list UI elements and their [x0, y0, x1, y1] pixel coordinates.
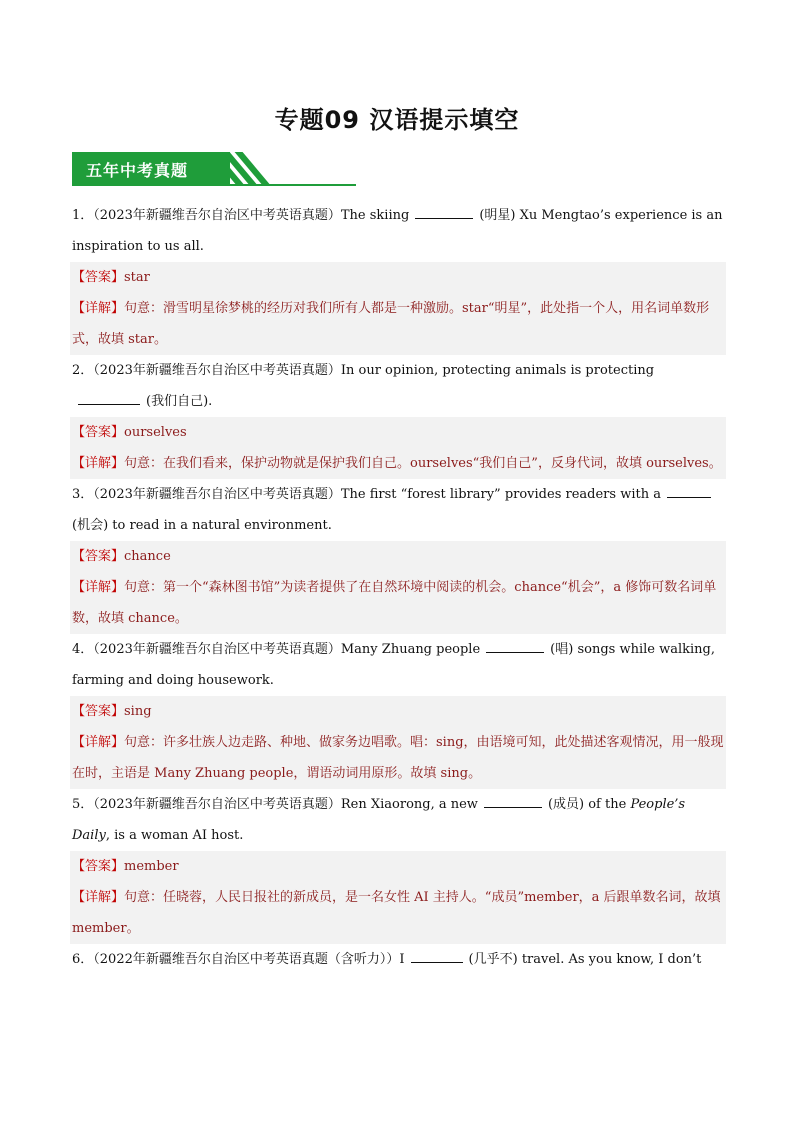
- question-text: to read in a natural environment.: [112, 518, 332, 533]
- chinese-hint: (唱): [550, 642, 574, 657]
- question-source: （2023年新疆维吾尔自治区中考英语真题）: [93, 363, 341, 378]
- answer-blank[interactable]: [415, 206, 473, 219]
- question-item: [72, 355, 724, 417]
- question-text: In our opinion, protecting animals is protecting: [340, 363, 655, 378]
- detail-tag: 【详解】: [72, 580, 125, 595]
- answer-block: [70, 851, 726, 944]
- question-source: （2023年新疆维吾尔自治区中考英语真题）: [93, 797, 341, 812]
- detail-line: [72, 293, 724, 355]
- banner-underline: [72, 184, 356, 186]
- question-text: I: [399, 952, 405, 967]
- question-number: 1．: [72, 208, 94, 223]
- answer-blank[interactable]: [667, 485, 711, 498]
- question-text: , is a woman AI host.: [105, 828, 244, 843]
- question-item: [72, 479, 724, 541]
- chinese-hint: (明星): [479, 208, 516, 223]
- question-text: of the: [588, 797, 627, 812]
- answer-tag: 【答案】: [72, 425, 125, 440]
- answer-line: [72, 417, 724, 448]
- answer-text: member: [124, 859, 179, 874]
- detail-text: 句意：第一个“森林图书馆”为读者提供了在自然环境中阅读的机会。chance“机会”，a 修饰可数名词单数，故填 chance。: [72, 580, 717, 626]
- answer-blank[interactable]: [484, 795, 542, 808]
- question-source: （2023年新疆维吾尔自治区中考英语真题）: [93, 642, 341, 657]
- answer-line: [72, 851, 724, 882]
- question-text: The first “forest library” provides readers with a: [340, 487, 661, 502]
- answer-block: [70, 696, 726, 789]
- chinese-hint: (机会): [72, 518, 109, 533]
- question-number: 5．: [72, 797, 94, 812]
- chinese-hint: (几乎不): [468, 952, 518, 967]
- question-item: [72, 200, 724, 262]
- question-source: （2023年新疆维吾尔自治区中考英语真题）: [93, 208, 341, 223]
- question-text: songs while walking, farming and doing housework.: [72, 642, 715, 688]
- answer-block: [70, 541, 726, 634]
- answer-text: ourselves: [124, 425, 187, 440]
- answer-blank[interactable]: [486, 640, 544, 653]
- answer-blank[interactable]: [411, 950, 463, 963]
- question-number: 6．: [72, 952, 94, 967]
- detail-line: [72, 572, 724, 634]
- chinese-hint: (成员): [547, 797, 585, 812]
- question-text: Ren Xiaorong, a new: [340, 797, 478, 812]
- answer-block: [70, 262, 726, 355]
- question-item: [72, 634, 724, 696]
- answer-tag: 【答案】: [72, 549, 125, 564]
- question-text: The skiing: [340, 208, 410, 223]
- answer-tag: 【答案】: [72, 859, 125, 874]
- detail-tag: 【详解】: [72, 735, 125, 750]
- question-text: Many Zhuang people: [340, 642, 481, 657]
- detail-line: [72, 448, 724, 479]
- question-source: （2023年新疆维吾尔自治区中考英语真题）: [93, 487, 341, 502]
- banner-label: 五年中考真题: [86, 161, 189, 180]
- question-list: [72, 200, 724, 975]
- detail-text: 句意：在我们看来，保护动物就是保护我们自己。ourselves“我们自己”，反身代词，故填 ourselves。: [124, 456, 722, 471]
- question-number: 3．: [72, 487, 94, 502]
- question-text: travel. As you know, I don’t: [521, 952, 702, 967]
- detail-line: [72, 882, 724, 944]
- answer-text: sing: [124, 704, 152, 719]
- question-item: [72, 789, 724, 851]
- answer-tag: 【答案】: [72, 270, 125, 285]
- answer-block: [70, 417, 726, 479]
- detail-tag: 【详解】: [72, 456, 125, 471]
- answer-line: [72, 262, 724, 293]
- question-text: Xu Mengtao’s experience is an inspiration to us all.: [72, 208, 723, 254]
- detail-text: 句意：许多壮族人边走路、种地、做家务边唱歌。唱：sing，由语境可知，此处描述客观情况，用一般现在时，主语是 Many Zhuang people，谓语动词用原形。故填 sing。: [72, 735, 724, 781]
- question-number: 4．: [72, 642, 94, 657]
- answer-text: star: [124, 270, 150, 285]
- detail-tag: 【详解】: [72, 890, 125, 905]
- section-banner: [72, 152, 356, 186]
- detail-tag: 【详解】: [72, 301, 125, 316]
- detail-text: 句意：任晓蓉，人民日报社的新成员，是一名女性 AI 主持人。“成员”member，a 后跟单数名词，故填 member。: [72, 890, 721, 936]
- answer-blank[interactable]: [78, 392, 140, 405]
- question-item: [72, 944, 724, 975]
- question-source: （2022年新疆维吾尔自治区中考英语真题（含听力））: [93, 952, 400, 967]
- detail-text: 句意：滑雪明星徐梦桃的经历对我们所有人都是一种激励。star“明星”，此处指一个人，用名词单数形式，故填 star。: [72, 301, 710, 347]
- page-title: 专题09 汉语提示填空: [274, 106, 520, 134]
- answer-line: [72, 696, 724, 727]
- question-number: 2．: [72, 363, 94, 378]
- detail-line: [72, 727, 724, 789]
- answer-tag: 【答案】: [72, 704, 125, 719]
- chinese-hint: (我们自己).: [146, 394, 213, 409]
- answer-line: [72, 541, 724, 572]
- answer-text: chance: [124, 549, 171, 564]
- newspaper-title: People’s Daily: [72, 797, 686, 843]
